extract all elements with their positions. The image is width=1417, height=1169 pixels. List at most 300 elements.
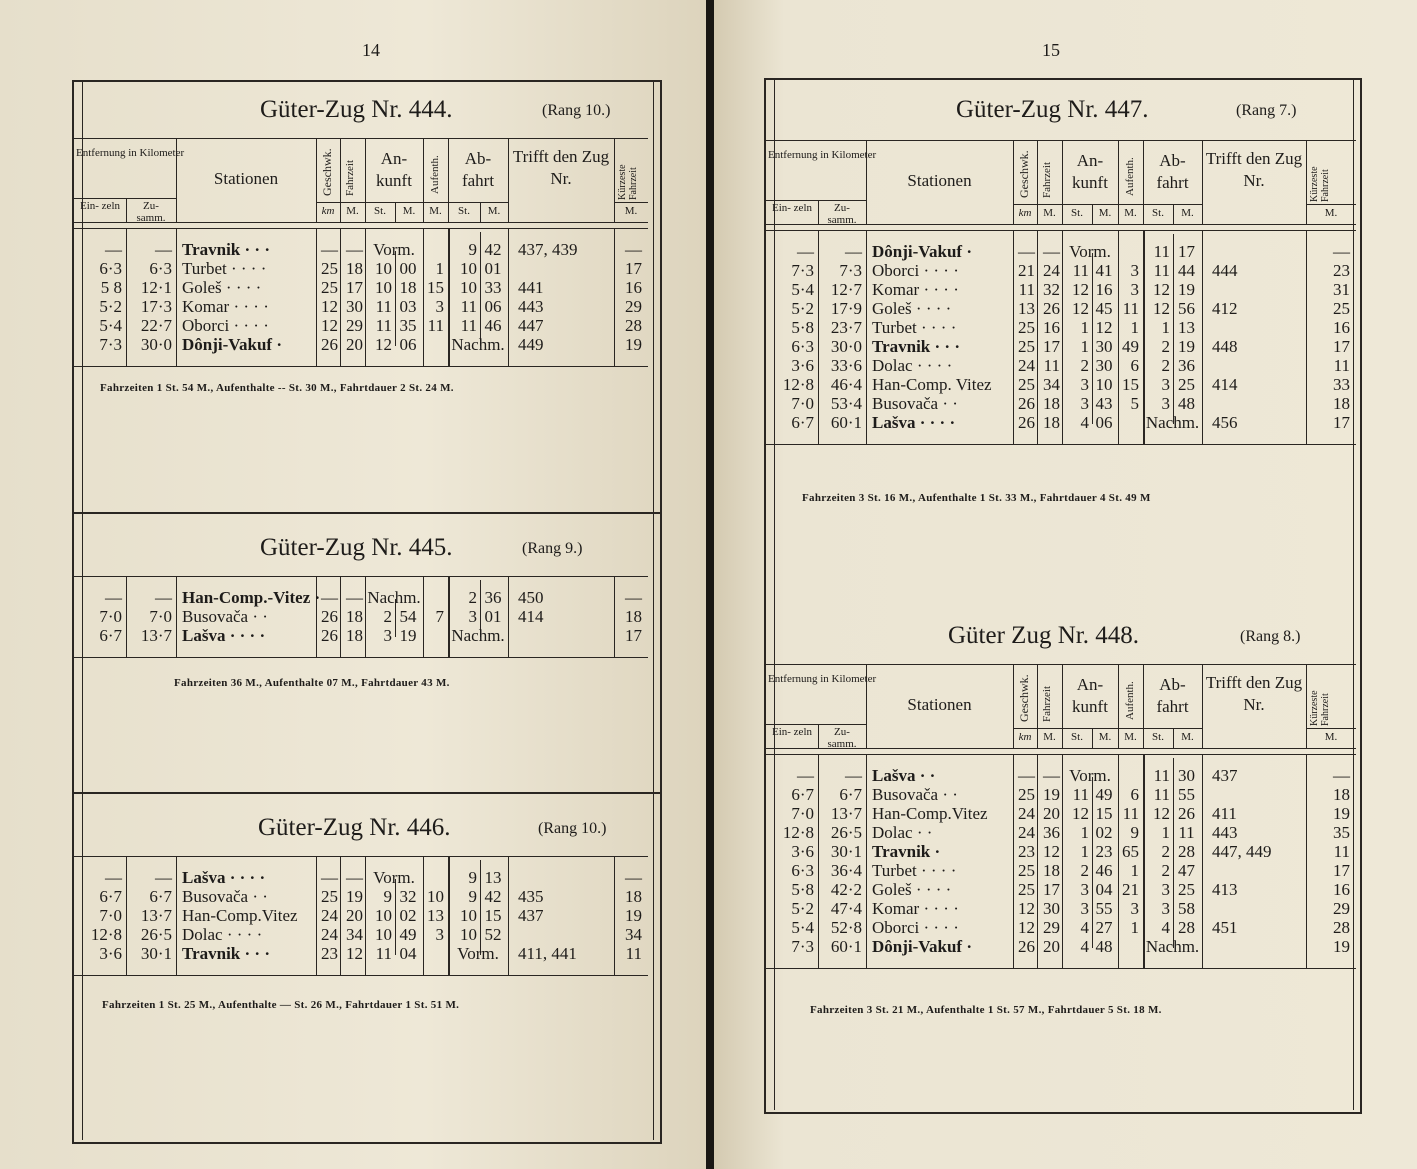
trifft-header: Trifft den Zug Nr. [1205, 149, 1303, 191]
distance-single: — [797, 766, 814, 785]
distance-total: 23·7 [830, 318, 862, 337]
shortest-time: 17 [625, 626, 642, 645]
distance-single: — [797, 242, 814, 261]
distance-total: 47·4 [830, 899, 862, 918]
timetable-row [74, 278, 648, 297]
shortest-time: 11 [625, 944, 642, 963]
distance-single: 12·8 [782, 823, 814, 842]
shortest-time: 31 [1333, 280, 1350, 299]
distance-single: 3·6 [791, 356, 814, 375]
zusamm-header: Zu- samm. [827, 726, 857, 750]
departure-hour: 9 [468, 240, 477, 259]
train-section [766, 608, 1360, 1088]
timetable-row [74, 626, 648, 645]
distance-total: 30·1 [830, 842, 862, 861]
departure-minute: 19 [1178, 337, 1195, 356]
shortest-time: 29 [1333, 899, 1350, 918]
fahrzeit-header: Fahrzeit [344, 159, 356, 196]
arrival-minute: 16 [1095, 280, 1113, 299]
stationen-header: Stationen [213, 169, 279, 188]
distance-single: 12·8 [782, 375, 814, 394]
departure-hour: 2 [468, 588, 477, 607]
st-unit: St. [1152, 731, 1164, 743]
timetable-row [766, 356, 1356, 375]
distance-total: 60·1 [830, 413, 862, 432]
connecting-train: 449 [518, 335, 544, 354]
header-column-rule [126, 198, 127, 222]
stop-time: 15 [1122, 375, 1139, 394]
stop-time: 3 [435, 297, 444, 316]
shortest-time: 18 [625, 887, 642, 906]
distance-total: — [155, 588, 172, 607]
arrival-hour: 2 [1080, 861, 1089, 880]
travel-time: — [346, 588, 363, 607]
header-top-line [766, 664, 1356, 665]
shortest-time: 35 [1333, 823, 1350, 842]
page-frame [764, 78, 1362, 1114]
zusamm-header: Zu- samm. [136, 200, 166, 224]
page-number: 15 [1042, 40, 1060, 60]
departure-label: Nachm. [1145, 937, 1200, 956]
distance-total: 17·9 [830, 299, 862, 318]
arrival-minute: 35 [399, 316, 417, 335]
arrival-hour: 12 [375, 335, 392, 354]
stop-time: 1 [1130, 318, 1139, 337]
arrival-minute: 30 [1095, 337, 1113, 356]
departure-hour: 10 [460, 906, 477, 925]
departure-hour: 3 [1161, 899, 1170, 918]
departure-hour: 9 [468, 868, 477, 887]
departure-minute: 01 [484, 607, 502, 626]
station-name: Turbet · · · · [182, 259, 267, 278]
distance-single: 5·8 [791, 880, 814, 899]
m-unit: M. [346, 205, 359, 217]
departure-minute: 28 [1178, 918, 1195, 937]
distance-single: 6·7 [99, 626, 122, 645]
stop-time: 9 [1130, 823, 1139, 842]
connecting-train: 435 [518, 887, 544, 906]
distance-single: 7·3 [791, 261, 814, 280]
km-unit: km [1018, 731, 1032, 743]
speed: 25 [321, 887, 338, 906]
stop-time: 11 [1122, 299, 1139, 318]
table-body-bottom-line [766, 968, 1356, 969]
distance-total: 60·1 [830, 937, 862, 956]
stop-time: 3 [435, 925, 444, 944]
train-title: Güter-Zug Nr. 444. [260, 96, 453, 123]
m-unit: M. [1124, 207, 1137, 219]
ankunft-header: An- kunft [376, 149, 412, 191]
travel-time: 17 [346, 278, 363, 297]
departure-hour: 10 [460, 925, 477, 944]
header-top-line [766, 140, 1356, 141]
stop-time: 3 [1130, 261, 1139, 280]
timetable-row [766, 861, 1356, 880]
speed: 26 [1018, 413, 1035, 432]
connecting-train: 412 [1212, 299, 1238, 318]
speed: — [1018, 766, 1035, 785]
shortest-time: 33 [1333, 375, 1350, 394]
travel-time: 17 [1043, 337, 1060, 356]
arrival-minute: 49 [399, 925, 417, 944]
stop-time: 21 [1122, 880, 1139, 899]
connecting-train: 441 [518, 278, 544, 297]
geschwk-header: Geschwk. [1017, 674, 1031, 722]
departure-hour: 2 [1161, 337, 1170, 356]
km-unit: km [1018, 207, 1032, 219]
distance-total: — [845, 766, 862, 785]
departure-minute: 58 [1178, 899, 1195, 918]
distance-total: 53·4 [830, 394, 862, 413]
entfernung-header: Entfernung in Kilometer [768, 149, 877, 161]
arrival-minute: 06 [1095, 413, 1113, 432]
shortest-time: 29 [625, 297, 642, 316]
distance-single: 6·3 [791, 861, 814, 880]
departure-minute: 01 [484, 259, 502, 278]
departure-minute: 28 [1178, 842, 1195, 861]
distance-single: 7·3 [99, 335, 122, 354]
connecting-train: 414 [518, 607, 544, 626]
distance-total: 26·5 [830, 823, 862, 842]
departure-minute: 33 [484, 278, 502, 297]
entfernung-header: Entfernung in Kilometer [768, 673, 877, 685]
distance-single: 7·0 [791, 394, 814, 413]
departure-hour: 9 [468, 887, 477, 906]
km-unit: km [321, 205, 335, 217]
distance-total: 33·6 [830, 356, 862, 375]
travel-time: 18 [346, 626, 363, 645]
abfahrt-header: Ab- fahrt [1156, 151, 1189, 193]
speed: 26 [321, 335, 338, 354]
arrival-hour: 10 [375, 278, 392, 297]
arrival-hour: 3 [1080, 394, 1089, 413]
departure-minute: 55 [1178, 785, 1195, 804]
arrival-minute: 27 [1095, 918, 1113, 937]
timetable-row [766, 804, 1356, 823]
stop-time: 15 [427, 278, 444, 297]
train-title: Güter-Zug Nr. 445. [260, 534, 453, 561]
travel-time: 26 [1043, 299, 1060, 318]
shortest-time: 19 [625, 335, 642, 354]
table-body-bottom-line [74, 657, 648, 658]
station-name: Komar · · · · [872, 280, 959, 299]
st-unit: St. [374, 205, 386, 217]
st-unit: St. [1071, 207, 1083, 219]
departure-hour: 2 [1161, 356, 1170, 375]
arrival-minute: 45 [1095, 299, 1113, 318]
connecting-train: 437, 439 [518, 240, 578, 259]
station-name: Dolac · · · · [872, 356, 953, 375]
timetable-row [74, 944, 648, 963]
arrival-hour: 12 [1072, 280, 1089, 299]
shortest-time: 11 [1333, 842, 1350, 861]
m-unit: M. [1124, 731, 1137, 743]
arrival-hour: 3 [1080, 899, 1089, 918]
header-column-rule [818, 200, 819, 224]
arrival-minute: 06 [399, 335, 417, 354]
distance-single: 3·6 [791, 842, 814, 861]
departure-hour: 1 [1161, 318, 1170, 337]
distance-total: 12·7 [830, 280, 862, 299]
distance-total: 52·8 [830, 918, 862, 937]
timetable-row [766, 899, 1356, 918]
distance-total: — [845, 242, 862, 261]
speed: — [321, 240, 338, 259]
shortest-time: 19 [1333, 804, 1350, 823]
connecting-train: 411, 441 [518, 944, 577, 963]
arrival-minute: 04 [399, 944, 417, 963]
travel-time: 34 [1043, 375, 1060, 394]
shortest-time: 16 [1333, 318, 1350, 337]
speed: 25 [1018, 337, 1035, 356]
station-name: Han-Comp.-Vitez · [182, 588, 321, 607]
travel-time: 29 [1043, 918, 1060, 937]
distance-single: 5·2 [791, 899, 814, 918]
departure-hour: 12 [1153, 299, 1170, 318]
aufenth-header: Aufenth. [429, 155, 441, 194]
distance-total: 46·4 [830, 375, 862, 394]
arrival-hour: 3 [1080, 880, 1089, 899]
stop-time: 10 [427, 887, 444, 906]
travel-time: — [346, 868, 363, 887]
table-body-top-line [74, 856, 648, 857]
station-name: Oborci · · · · [872, 261, 959, 280]
rang-label: (Rang 9.) [522, 540, 583, 557]
page-frame [72, 80, 662, 1144]
speed: 26 [321, 607, 338, 626]
st-unit: St. [1071, 731, 1083, 743]
travel-time: 12 [1043, 842, 1060, 861]
station-name: Oborci · · · · [872, 918, 959, 937]
connecting-train: 437 [1212, 766, 1238, 785]
table-body-top-line [766, 754, 1356, 755]
arrival-hour: 11 [375, 297, 392, 316]
travel-time: — [1043, 766, 1060, 785]
shortest-time: 25 [1333, 299, 1350, 318]
departure-minute: 25 [1178, 880, 1195, 899]
left-page [0, 0, 706, 1169]
distance-single: 6·3 [99, 259, 122, 278]
departure-minute: 47 [1178, 861, 1195, 880]
travel-time: 20 [1043, 804, 1060, 823]
header-sub-line [614, 202, 648, 203]
timetable-row [766, 394, 1356, 413]
rang-label: (Rang 10.) [542, 102, 611, 119]
stationen-header: Stationen [907, 171, 972, 190]
distance-single: — [105, 240, 122, 259]
header-sub-line [766, 724, 866, 725]
summary-line: Fahrzeiten 36 M., Aufenthalte 07 M., Fahrtdauer 43 M. [174, 677, 450, 689]
departure-minute: 56 [1178, 299, 1195, 318]
connecting-train: 451 [1212, 918, 1238, 937]
travel-time: 32 [1043, 280, 1060, 299]
speed: 23 [321, 944, 338, 963]
arrival-hour: 1 [1080, 823, 1089, 842]
m-unit: M. [1181, 207, 1194, 219]
speed: 26 [1018, 394, 1035, 413]
distance-single: 5·4 [791, 918, 814, 937]
m-unit: M. [1043, 207, 1056, 219]
travel-time: 18 [346, 607, 363, 626]
departure-minute: 46 [484, 316, 502, 335]
speed: — [321, 868, 338, 887]
departure-hour: 2 [1161, 842, 1170, 861]
timetable-row [766, 375, 1356, 394]
speed: 24 [321, 925, 338, 944]
station-name: Dônji-Vakuf · [872, 937, 972, 956]
departure-hour: 11 [1153, 766, 1170, 785]
shortest-time: — [1333, 242, 1350, 261]
departure-hour: 4 [1161, 918, 1170, 937]
station-name: Travnik · · · [182, 240, 271, 259]
departure-minute: 26 [1178, 804, 1195, 823]
m-unit: M. [402, 205, 416, 217]
station-name: Goleš · · · · [872, 880, 952, 899]
departure-label: Vorm. [457, 944, 499, 963]
connecting-train: 414 [1212, 375, 1238, 394]
distance-single: 6·7 [791, 785, 814, 804]
travel-time: 29 [346, 316, 363, 335]
distance-single: 6·7 [99, 887, 122, 906]
distance-total: 17·3 [140, 297, 172, 316]
trifft-header: Trifft den Zug Nr. [1205, 673, 1303, 715]
departure-hour: 10 [460, 259, 477, 278]
arrival-minute: 30 [1095, 356, 1113, 375]
speed: — [321, 588, 338, 607]
header-sub-line [1306, 204, 1356, 205]
stationen-header: Stationen [907, 695, 972, 714]
timetable-row [766, 842, 1356, 861]
departure-minute: 36 [1178, 356, 1195, 375]
m-unit: M. [429, 205, 442, 217]
shortest-time: 17 [1333, 337, 1350, 356]
timetable-row [74, 259, 648, 278]
distance-total: 13·7 [140, 626, 172, 645]
distance-total: 30·0 [830, 337, 862, 356]
distance-total: 26·5 [140, 925, 172, 944]
travel-time: — [346, 240, 363, 259]
arrival-minute: 10 [1095, 375, 1113, 394]
travel-time: 36 [1043, 823, 1060, 842]
travel-time: 20 [1043, 937, 1060, 956]
arrival-hour: 11 [1072, 785, 1089, 804]
m-unit: M. [1098, 731, 1112, 743]
timetable-row [766, 766, 1356, 785]
travel-time: 16 [1043, 318, 1060, 337]
distance-single: — [105, 588, 122, 607]
speed: 12 [1018, 918, 1035, 937]
timetable-row [766, 280, 1356, 299]
stop-time: 1 [435, 259, 444, 278]
shortest-time: 19 [1333, 937, 1350, 956]
shortest-time: 17 [625, 259, 642, 278]
timetable-row [766, 937, 1356, 956]
arrival-minute: 15 [1095, 804, 1113, 823]
timetable-row [766, 880, 1356, 899]
arrival-hour: 1 [1080, 318, 1089, 337]
timetable-row [766, 823, 1356, 842]
distance-single: 7·0 [99, 906, 122, 925]
timetable-row [766, 337, 1356, 356]
station-name: Dônji-Vakuf · [872, 242, 972, 261]
table-body-top-line [74, 576, 648, 577]
station-name: Busovača · · [872, 785, 958, 804]
shortest-time: 11 [1333, 356, 1350, 375]
distance-single: 5·2 [791, 299, 814, 318]
header-sub-line [1306, 728, 1356, 729]
travel-time: 19 [346, 887, 363, 906]
station-name: Lašva · · · · [182, 626, 266, 645]
distance-total: 30·1 [140, 944, 172, 963]
arrival-hour: 4 [1080, 413, 1089, 432]
speed: 23 [1018, 842, 1035, 861]
zusamm-header: Zu- samm. [827, 202, 857, 226]
station-name: Turbet · · · · [872, 861, 957, 880]
train-title: Güter-Zug Nr. 446. [258, 814, 451, 841]
departure-hour: 10 [460, 278, 477, 297]
stop-time: 13 [427, 906, 444, 925]
rang-label: (Rang 8.) [1240, 628, 1301, 645]
arrival-minute: 23 [1095, 842, 1113, 861]
speed: 25 [321, 259, 338, 278]
distance-single: 7·0 [99, 607, 122, 626]
departure-minute: 36 [484, 588, 502, 607]
distance-single: 12·8 [90, 925, 122, 944]
arrival-label: Vorm. [373, 868, 415, 887]
arrival-minute: 41 [1095, 261, 1113, 280]
summary-line: Fahrzeiten 1 St. 25 M., Aufenthalte — St. 26 M., Fahrtdauer 1 St. 51 M. [102, 999, 460, 1011]
departure-hour: 11 [1153, 261, 1170, 280]
speed: 26 [1018, 937, 1035, 956]
departure-minute: 42 [484, 240, 502, 259]
station-name: Busovača · · [872, 394, 958, 413]
table-body-top-line [74, 228, 648, 229]
distance-total: 13·7 [140, 906, 172, 925]
connecting-train: 448 [1212, 337, 1238, 356]
departure-hour: 12 [1153, 804, 1170, 823]
station-name: Komar · · · · [872, 899, 959, 918]
departure-label: Nachm. [1145, 413, 1200, 432]
departure-minute: 42 [484, 887, 502, 906]
connecting-train: 413 [1212, 880, 1238, 899]
speed: 25 [321, 278, 338, 297]
st-unit: St. [458, 205, 470, 217]
travel-time: — [1043, 242, 1060, 261]
header-column-rule [818, 724, 819, 748]
header-top-line [74, 138, 648, 139]
timetable-row [74, 925, 648, 944]
station-name: Lašva · · · · [182, 868, 266, 887]
departure-minute: 52 [484, 925, 502, 944]
station-name: Komar · · · · [182, 297, 269, 316]
departure-minute: 15 [484, 906, 502, 925]
distance-total: 6·7 [839, 785, 862, 804]
stop-time: 5 [1130, 394, 1139, 413]
m-unit: M. [487, 205, 501, 217]
speed: 24 [1018, 804, 1035, 823]
distance-single: 7·0 [791, 804, 814, 823]
station-name: Goleš · · · · [182, 278, 262, 297]
fahrzeit-header: Fahrzeit [1041, 161, 1053, 198]
station-name: Han-Comp.Vitez [872, 804, 988, 823]
arrival-hour: 4 [1080, 918, 1089, 937]
connecting-train: 447, 449 [1212, 842, 1272, 861]
arrival-hour: 4 [1080, 937, 1089, 956]
summary-line: Fahrzeiten 3 St. 16 M., Aufenthalte 1 St. 33 M., Fahrtdauer 4 St. 49 M [802, 492, 1151, 504]
arrival-minute: 32 [399, 887, 417, 906]
station-name: Travnik · · · [182, 944, 271, 963]
travel-time: 30 [346, 297, 363, 316]
